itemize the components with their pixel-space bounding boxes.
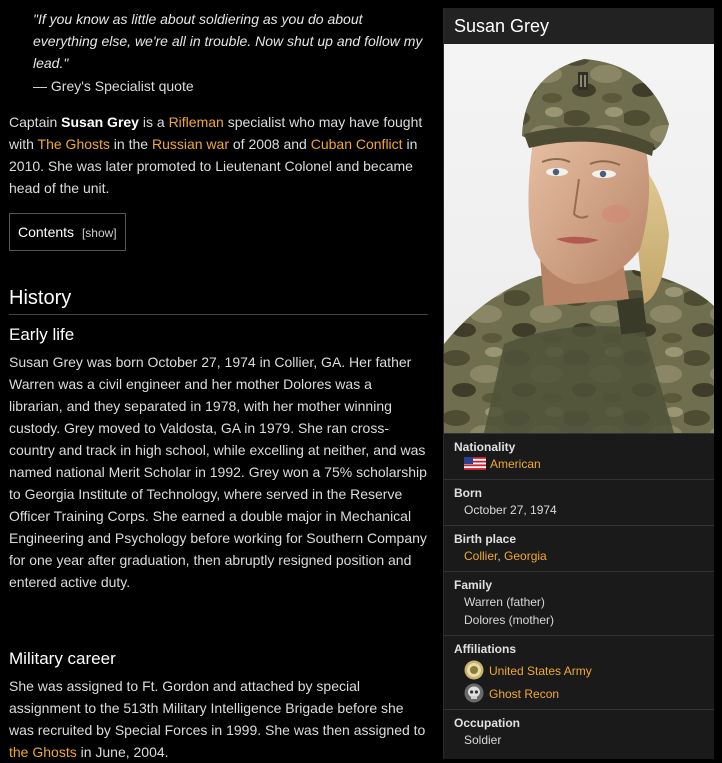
early-life-heading: Early life (9, 325, 75, 344)
quote-attribution: — Grey's Specialist quote (33, 78, 194, 94)
us-flag-icon (464, 457, 486, 470)
birthplace-separator: , (497, 549, 505, 563)
early-life-text: Susan Grey was born October 27, 1974 in Collier, GA. Her father Warren was a civil engineer and her mother Dolores was a librarian, and they separated in 1978, with her mother winning custody. Grey moved to Valdosta, GA in 1979. She ran cross-country and track in high school, while excelling at neither, and was named national Merit Scholar in 1992. Grey won a 75% scholarship to Georgia Institute of Technology, where served in the Reserve Officer Training Corps. She earned a double major in Mechanical Engineering and Psychology before working for Southern Company for one year after graduation, then abruptly resigned position and entered active duty. (9, 354, 427, 590)
us-army-seal-icon (464, 660, 484, 680)
rifleman-link[interactable]: Rifleman (168, 114, 224, 130)
affiliation-item (464, 683, 704, 703)
military-career-text (9, 675, 429, 763)
intro-text: Captain (9, 114, 62, 130)
born-row (444, 479, 714, 525)
the-ghosts-link-2[interactable]: the Ghosts (9, 744, 77, 760)
character-infobox (443, 8, 714, 759)
birthplace-label: Birth place (454, 532, 517, 546)
family-member: Dolores (mother) (464, 613, 555, 627)
family-member: Warren (father) (464, 595, 545, 609)
occupation-row (444, 709, 714, 755)
specialist-quote (33, 8, 429, 97)
american-link[interactable]: American (490, 457, 541, 471)
intro-paragraph (9, 111, 429, 199)
article-body (9, 0, 429, 763)
intro-text: specialist who may have fought with (9, 114, 423, 152)
birthplace-row (444, 525, 714, 571)
affiliations-label: Affiliations (454, 642, 516, 656)
character-name: Susan Grey (61, 114, 139, 130)
born-label: Born (454, 486, 482, 500)
military-text: She was assigned to Ft. Gordon and attached by special assignment to the 513th Military Intelligence Brigade before she was recruited by Special Forces in 1999. She was then assigned to (9, 678, 426, 738)
ghost-recon-link[interactable]: Ghost Recon (489, 687, 560, 701)
intro-text: in 2010. She was later promoted to Lieutenant Colonel and became head of the unit. (9, 136, 418, 196)
table-of-contents (9, 213, 126, 251)
character-portrait[interactable] (444, 44, 714, 433)
family-row (444, 571, 714, 635)
us-army-link[interactable]: United States Army (489, 664, 592, 678)
affiliations-row (444, 635, 714, 709)
occupation-label: Occupation (454, 716, 521, 730)
quote-text: "If you know as little about soldiering as you do about everything else, we're all in trouble. Now shut up and follow my lead." (33, 11, 423, 71)
ghost-recon-skull-icon (464, 683, 484, 703)
the-ghosts-link[interactable]: The Ghosts (37, 136, 110, 152)
intro-text: in the (109, 136, 152, 152)
military-text: in June, 2004. (76, 744, 169, 760)
toc-show-toggle[interactable]: [show] (81, 226, 117, 240)
intro-text: of 2008 and (228, 136, 311, 152)
born-value: October 27, 1974 (464, 503, 557, 517)
nationality-label: Nationality (454, 440, 516, 454)
infobox-title: Susan Grey (444, 8, 714, 44)
nationality-row (444, 433, 714, 479)
toc-title: Contents (18, 224, 75, 240)
portrait-image (444, 44, 714, 433)
family-label: Family (454, 578, 493, 592)
occupation-value: Soldier (464, 733, 502, 747)
russian-war-link[interactable]: Russian war (151, 136, 229, 152)
collier-link[interactable]: Collier (464, 549, 498, 563)
affiliation-item (464, 660, 704, 680)
cuban-conflict-link[interactable]: Cuban Conflict (310, 136, 403, 152)
history-heading: History (9, 287, 428, 315)
military-career-heading: Military career (9, 649, 116, 668)
georgia-link[interactable]: Georgia (504, 549, 547, 563)
intro-text: is a (138, 114, 169, 130)
